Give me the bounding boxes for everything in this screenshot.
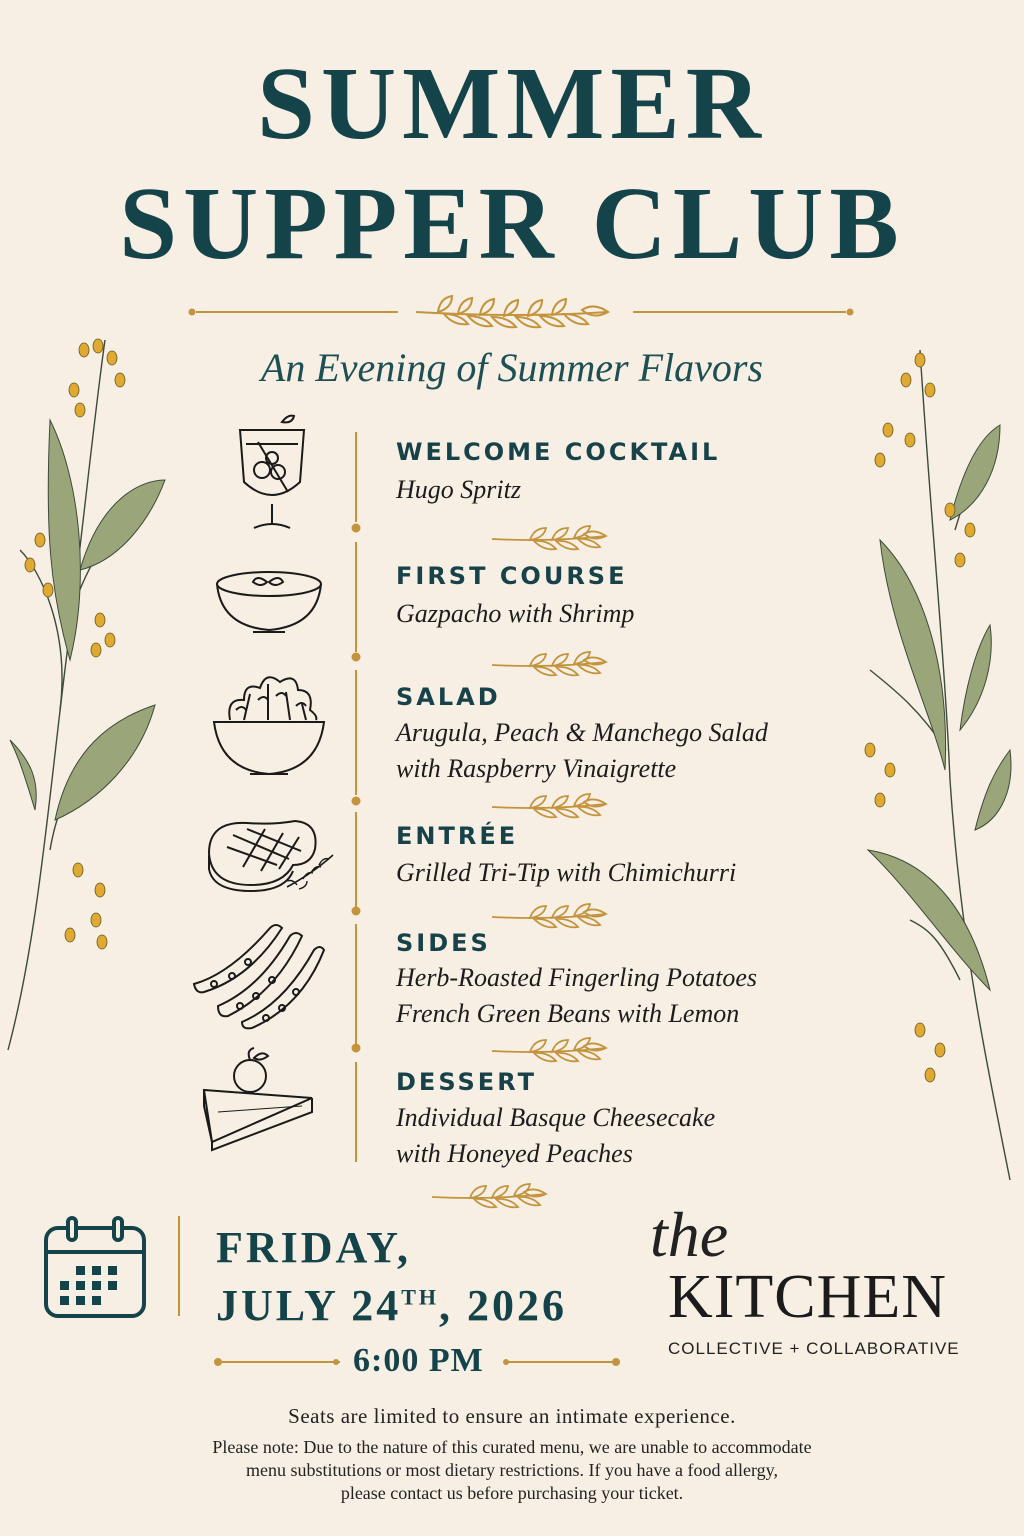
leaf-icon [950, 425, 1000, 520]
dish-name: with Raspberry Vinaigrette [396, 754, 677, 783]
brand-tagline: COLLECTIVE + COLLABORATIVE [668, 1339, 960, 1358]
dish-name: Individual Basque Cheesecake [396, 1103, 716, 1132]
flower-buds-icon [25, 339, 125, 949]
course-title-first-course: FIRST COURSE [396, 562, 628, 590]
date-divider-line [178, 1216, 180, 1316]
salad-bowl-icon [210, 670, 328, 778]
course-title-entree: ENTRÉE [396, 822, 519, 850]
event-date-month-day: JULY 24 [216, 1281, 402, 1330]
title-divider [188, 292, 858, 332]
leaf-icon [880, 540, 946, 770]
leaf-icon [55, 705, 155, 820]
dish-name: with Honeyed Peaches [396, 1139, 633, 1168]
dietary-note-line: please contact us before purchasing your ticket. [340, 1483, 684, 1503]
leaf-icon [975, 750, 1011, 830]
dish-name: Gazpacho with Shrimp [396, 599, 635, 628]
leaf-icon [10, 740, 36, 810]
leaf-icon [80, 480, 165, 570]
soup-bowl-icon [213, 568, 325, 638]
dish-name: Grilled Tri-Tip with Chimichurri [396, 858, 737, 887]
sprig-separator-icon [490, 524, 610, 554]
leaf-icon [48, 420, 80, 660]
sprig-separator-icon [430, 1182, 560, 1216]
sprig-icon [416, 296, 608, 327]
calendar-icon [42, 1214, 148, 1320]
sprig-separator-icon [490, 902, 610, 932]
dish-name: Hugo Spritz [396, 475, 521, 504]
course-title-welcome-cocktail: WELCOME COCKTAIL [396, 438, 721, 466]
left-botanical-illustration [0, 330, 170, 1060]
sprig-separator-icon [490, 1036, 610, 1066]
event-date-year: , 2026 [439, 1281, 568, 1330]
dish-name: French Green Beans with Lemon [396, 999, 740, 1028]
brand-the: the [650, 1199, 729, 1270]
title-line-2: SUPPER CLUB [119, 166, 905, 281]
event-date-line-2 [216, 1280, 567, 1331]
title-line-1: SUMMER [257, 46, 767, 161]
right-botanical-illustration [850, 330, 1024, 1190]
flower-buds-icon [865, 353, 975, 1082]
event-time: 6:00 PM [353, 1342, 484, 1379]
dietary-note-line: Please note: Due to the nature of this curated menu, we are unable to accommodate [212, 1437, 812, 1457]
menu-divider-line [355, 1062, 357, 1162]
dish-name: Arugula, Peach & Manchego Salad [396, 718, 768, 747]
cheesecake-slice-icon [198, 1046, 320, 1150]
dish-name: Herb-Roasted Fingerling Potatoes [396, 963, 758, 992]
dietary-note-line: menu substitutions or most dietary restrictions. If you have a food allergy, [246, 1460, 778, 1480]
subtitle: An Evening of Summer Flavors [260, 345, 764, 390]
course-title-dessert: DESSERT [396, 1068, 537, 1096]
event-date-ordinal: TH [401, 1284, 440, 1310]
course-title-sides: SIDES [396, 929, 491, 957]
seating-note: Seats are limited to ensure an intimate experience. [288, 1404, 736, 1428]
menu-divider-dots [350, 520, 362, 1070]
menu-divider-line [355, 432, 357, 522]
green-beans-icon [190, 918, 325, 1028]
sprig-separator-icon [490, 792, 610, 822]
course-title-salad: SALAD [396, 683, 501, 711]
leaf-icon [868, 850, 990, 990]
cocktail-glass-icon [232, 412, 312, 538]
brand-name: KITCHEN [668, 1263, 948, 1331]
sprig-separator-icon [490, 650, 610, 680]
steak-icon [203, 815, 338, 895]
leaf-icon [960, 625, 991, 730]
event-date-line-1: FRIDAY, [216, 1223, 412, 1272]
